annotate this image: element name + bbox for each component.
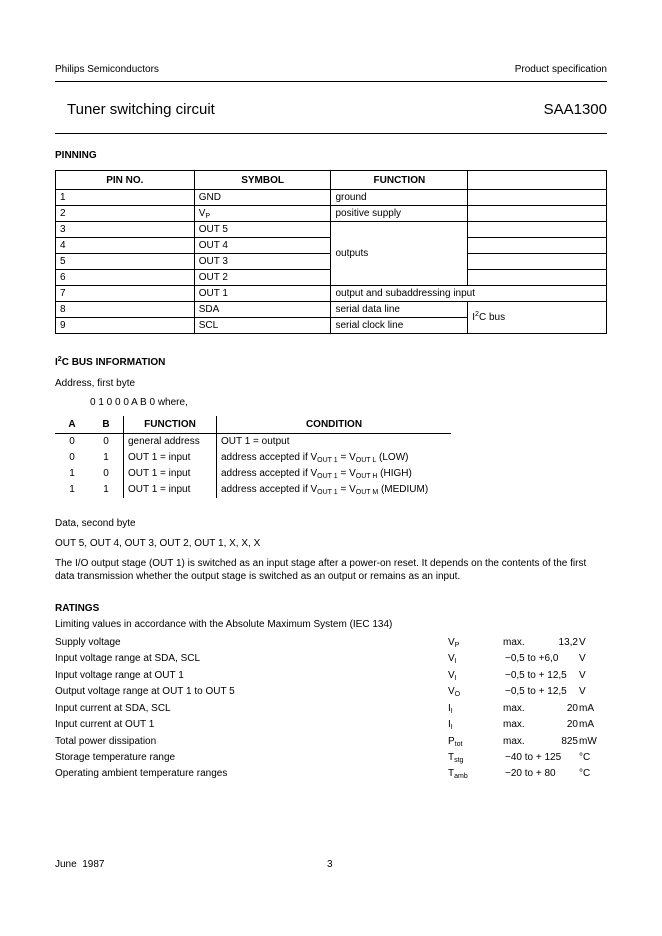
rating-symbol-sub: P [454, 642, 460, 649]
rating-row [55, 736, 607, 752]
rating-value: 825 [561, 736, 578, 747]
pin-symbol: OUT 2 [194, 270, 331, 286]
bus-label-rest: C bus [478, 312, 506, 323]
rating-symbol-sub: stg [454, 757, 464, 764]
i2c-heading-main: I [55, 357, 58, 368]
condition-suffix: (LOW) [376, 452, 409, 463]
rating-symbol-main: T [448, 752, 455, 763]
pin-symbol: GND [194, 190, 331, 206]
rating-symbol [448, 719, 453, 730]
rating-symbol-sub: I [450, 708, 453, 715]
condition-prefix: address accepted if V [221, 468, 318, 479]
data-byte-label: Data, second byte [55, 518, 136, 529]
address-function: OUT 1 = input [124, 482, 217, 498]
empty-cell [468, 254, 607, 270]
address-value: 0 1 0 0 0 A B 0 where, [90, 397, 188, 408]
condition-sub: OUT L [355, 457, 377, 464]
condition-sub: OUT M [355, 489, 379, 496]
header-divider-bottom [55, 133, 607, 134]
table-row [56, 190, 607, 206]
table-row [55, 482, 451, 498]
rating-row [55, 637, 607, 653]
rating-unit: V [579, 686, 586, 697]
rating-symbol-main: I [448, 719, 451, 730]
table-row [55, 434, 451, 451]
condition-prefix: address accepted if V [221, 452, 318, 463]
pin-symbol [194, 206, 331, 222]
table-header-row [55, 416, 451, 434]
rating-symbol-main: V [448, 670, 455, 681]
rating-range: −0,5 to +6,0 [505, 653, 559, 664]
rating-symbol-main: V [448, 637, 455, 648]
rating-symbol [448, 736, 462, 747]
column-header-empty [468, 171, 607, 190]
bit-b: 1 [89, 482, 124, 498]
rating-unit: °C [579, 752, 591, 763]
bit-a: 0 [69, 452, 75, 463]
rating-row [55, 653, 607, 669]
part-number: SAA1300 [543, 101, 607, 118]
symbol-main: V [198, 208, 206, 219]
document-type: Product specification [514, 64, 607, 75]
symbol-subscript: P [205, 213, 211, 220]
empty-cell [468, 238, 607, 254]
rating-max-label: max. [503, 703, 525, 714]
table-row [56, 302, 607, 318]
rating-max-label: max. [503, 637, 525, 648]
column-header: SYMBOL [194, 171, 331, 190]
pin-number: 6 [56, 270, 195, 286]
footer-date: June 1987 [55, 859, 105, 870]
bit-b: 1 [89, 450, 124, 466]
pin-number: 8 [56, 302, 195, 318]
pin-function: serial clock line [331, 318, 468, 334]
i2c-heading-sup: 2 [57, 356, 62, 363]
rating-row [55, 719, 607, 735]
pin-symbol: OUT 5 [194, 222, 331, 238]
condition-mid: = V [337, 468, 356, 479]
rating-range: −20 to + 80 [505, 768, 556, 779]
column-header: FUNCTION [331, 171, 468, 190]
empty-cell [468, 190, 607, 206]
rating-symbol [448, 653, 457, 664]
rating-value: 13,2 [558, 637, 578, 648]
rating-symbol-main: V [448, 653, 455, 664]
rating-symbol-sub: I [454, 658, 457, 665]
column-header: FUNCTION [124, 416, 217, 434]
ratings-heading: RATINGS [55, 603, 100, 614]
condition-sub: OUT 1 [317, 489, 338, 496]
rating-parameter: Storage temperature range [55, 752, 176, 763]
rating-parameter: Input voltage range at SDA, SCL [55, 653, 201, 664]
page-number: 3 [327, 859, 333, 870]
rating-row [55, 752, 607, 768]
condition-suffix: (MEDIUM) [378, 484, 429, 495]
bus-label-main: I [472, 312, 476, 323]
rating-parameter: Input current at OUT 1 [55, 719, 155, 730]
pinning-table [55, 170, 607, 334]
pin-number: 9 [56, 318, 195, 334]
io-paragraph-line-2: data transmission whether the output stage is switched as an output or remains as an input. [55, 571, 461, 582]
rating-parameter: Supply voltage [55, 637, 121, 648]
address-function: OUT 1 = input [124, 466, 217, 482]
data-byte-value: OUT 5, OUT 4, OUT 3, OUT 2, OUT 1, X, X, X [55, 538, 261, 549]
rating-symbol-sub: amb [454, 773, 468, 780]
bit-a: 0 [69, 436, 75, 447]
i2c-bus-label [468, 302, 607, 334]
bit-a: 1 [69, 468, 75, 479]
pin-symbol: SDA [194, 302, 331, 318]
company-name: Philips Semiconductors [55, 64, 159, 75]
address-condition [217, 450, 452, 466]
column-header: CONDITION [217, 416, 452, 434]
condition-sub: OUT 1 [317, 457, 338, 464]
pin-number: 7 [56, 286, 195, 302]
i2c-address-table [55, 416, 451, 498]
table-row [56, 222, 607, 238]
address-function: OUT 1 = input [124, 450, 217, 466]
column-header: PIN NO. [56, 171, 195, 190]
rating-symbol-main: I [448, 703, 451, 714]
column-header: B [89, 416, 124, 434]
rating-symbol [448, 752, 463, 763]
pin-symbol: SCL [194, 318, 331, 334]
address-function: general address [124, 434, 217, 451]
rating-symbol-sub: I [450, 724, 453, 731]
pin-function: output and subaddressing input [331, 286, 607, 302]
i2c-heading [55, 357, 165, 369]
bit-b: 0 [89, 434, 124, 451]
rating-unit: V [579, 637, 586, 648]
rating-unit: V [579, 670, 586, 681]
rating-unit: mA [579, 719, 594, 730]
rating-row [55, 670, 607, 686]
rating-symbol [448, 768, 468, 779]
rating-range: −0,5 to + 12,5 [505, 670, 567, 681]
rating-range: −0,5 to + 12,5 [505, 686, 567, 697]
rating-symbol-sub: tot [454, 741, 463, 748]
address-condition [217, 482, 452, 498]
rating-symbol-sub: I [454, 675, 457, 682]
rating-symbol-main: P [448, 736, 455, 747]
rating-symbol [448, 637, 459, 648]
rating-unit: V [579, 653, 586, 664]
condition-sub: OUT H [355, 473, 378, 480]
empty-cell [468, 222, 607, 238]
pin-function: ground [331, 190, 468, 206]
ratings-intro: Limiting values in accordance with the Absolute Maximum System (IEC 134) [55, 619, 393, 630]
table-row [55, 466, 451, 482]
rating-max-label: max. [503, 719, 525, 730]
rating-row [55, 703, 607, 719]
header-divider-top [55, 81, 607, 82]
address-label: Address, first byte [55, 378, 136, 389]
table-row [55, 450, 451, 466]
condition-suffix: (HIGH) [377, 468, 412, 479]
rating-parameter: Input voltage range at OUT 1 [55, 670, 184, 681]
rating-parameter: Operating ambient temperature ranges [55, 768, 228, 779]
condition-sub: OUT 1 [317, 473, 338, 480]
bit-a: 1 [69, 484, 75, 495]
rating-range: −40 to + 125 [505, 752, 562, 763]
outputs-function: outputs [331, 222, 468, 286]
pinning-heading: PINNING [55, 150, 97, 161]
rating-parameter: Input current at SDA, SCL [55, 703, 171, 714]
empty-cell [468, 206, 607, 222]
condition-mid: = V [337, 452, 356, 463]
pin-number: 3 [56, 222, 195, 238]
rating-symbol-main: T [448, 768, 455, 779]
pin-symbol: OUT 4 [194, 238, 331, 254]
rating-symbol-main: V [448, 686, 455, 697]
bit-b: 0 [89, 466, 124, 482]
rating-symbol [448, 703, 453, 714]
table-row [56, 206, 607, 222]
rating-unit: mA [579, 703, 594, 714]
pin-function: positive supply [331, 206, 468, 222]
condition-mid: = V [337, 484, 356, 495]
rating-parameter: Output voltage range at OUT 1 to OUT 5 [55, 686, 235, 697]
rating-unit: mW [579, 736, 597, 747]
pin-number: 1 [56, 190, 195, 206]
rating-parameter: Total power dissipation [55, 736, 157, 747]
pin-function: serial data line [331, 302, 468, 318]
pin-number: 5 [56, 254, 195, 270]
rating-symbol-sub: O [454, 691, 461, 698]
condition-prefix: address accepted if V [221, 484, 318, 495]
rating-max-label: max. [503, 736, 525, 747]
pin-number: 2 [56, 206, 195, 222]
rating-value: 20 [566, 703, 578, 714]
table-row [56, 286, 607, 302]
pin-symbol: OUT 3 [194, 254, 331, 270]
rating-row [55, 768, 607, 784]
rating-symbol [448, 670, 457, 681]
bus-label-sup: 2 [475, 311, 479, 318]
rating-row [55, 686, 607, 702]
address-condition: OUT 1 = output [221, 436, 290, 447]
i2c-heading-rest: C BUS INFORMATION [61, 357, 166, 368]
rating-value: 20 [566, 719, 578, 730]
document-title: Tuner switching circuit [67, 101, 215, 118]
io-paragraph-line-1: The I/O output stage (OUT 1) is switched as an input stage after a power-on reset. It depends on the contents of the first [55, 558, 587, 569]
rating-symbol [448, 686, 460, 697]
pin-number: 4 [56, 238, 195, 254]
empty-cell [468, 270, 607, 286]
column-header: A [55, 416, 89, 434]
rating-unit: °C [579, 768, 591, 779]
table-header-row [56, 171, 607, 190]
address-condition [217, 466, 452, 482]
pin-symbol: OUT 1 [194, 286, 331, 302]
